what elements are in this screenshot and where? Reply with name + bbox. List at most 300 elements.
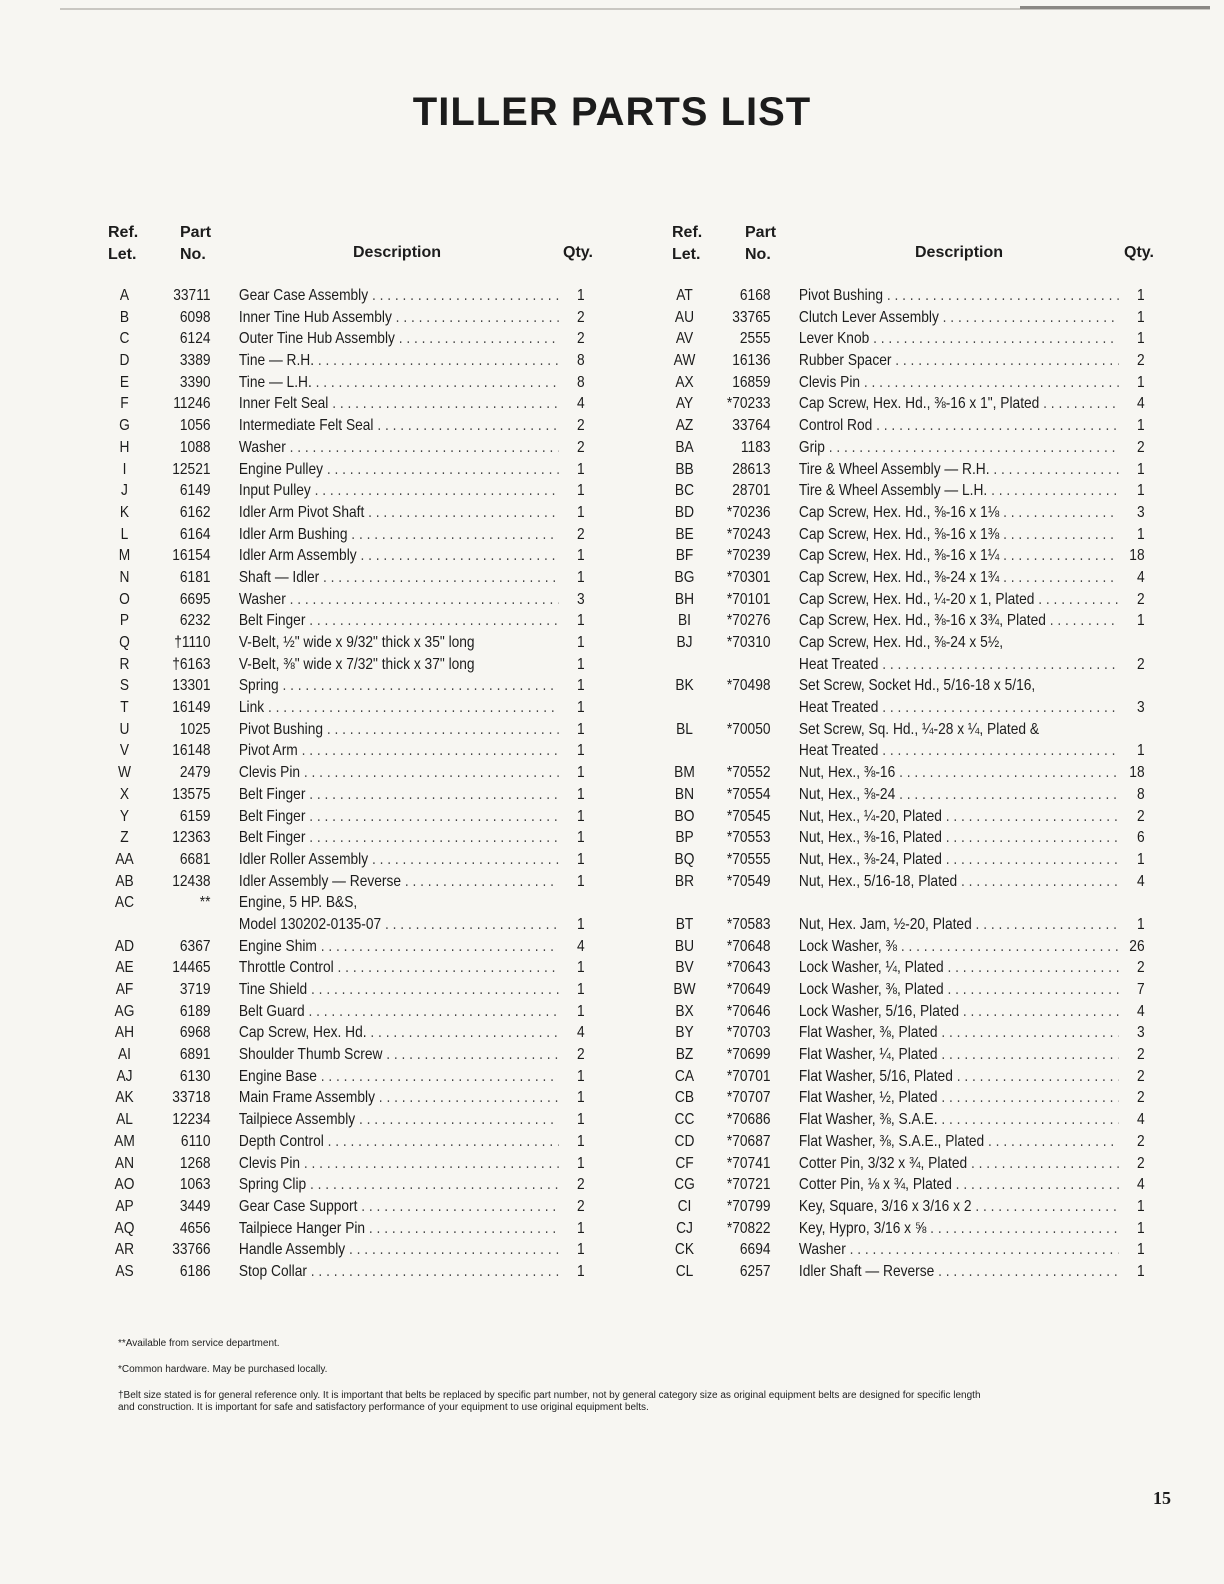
ref-letter: AU — [674, 308, 695, 326]
part-number: 12234 — [172, 1111, 211, 1129]
parts-row — [663, 806, 1145, 828]
description: Cap Screw, Hex. Hd., ⅜-16 x 1¼ . . . — [799, 545, 1119, 567]
parts-row — [103, 524, 585, 546]
quantity: 1 — [576, 612, 585, 630]
quantity: 1 — [576, 1002, 585, 1020]
part-number: *70686 — [726, 1111, 771, 1129]
parts-row — [663, 610, 1145, 632]
quantity: 1 — [1136, 1262, 1145, 1280]
part-number: *70555 — [726, 850, 771, 868]
quantity: 1 — [576, 568, 585, 586]
ref-letter: BE — [675, 525, 694, 543]
ref-letter: AL — [116, 1111, 133, 1129]
header-ref: Ref. Let. — [672, 224, 703, 263]
description: Lever Knob . . . — [799, 328, 1119, 350]
parts-row — [663, 502, 1145, 524]
quantity: 1 — [576, 807, 585, 825]
quantity: 1 — [1136, 460, 1145, 478]
part-number: 16154 — [172, 547, 211, 565]
part-number: *70545 — [726, 807, 771, 825]
quantity: 1 — [576, 482, 585, 500]
description: Rubber Spacer . . . — [799, 350, 1119, 372]
parts-row — [663, 1044, 1145, 1066]
quantity: 1 — [576, 872, 585, 890]
header-description: Description — [353, 244, 442, 261]
ref-letter: AG — [114, 1002, 135, 1020]
ref-letter: BO — [674, 807, 695, 825]
part-number: 16136 — [732, 352, 771, 370]
parts-row — [103, 849, 585, 871]
part-number: 33764 — [732, 417, 771, 435]
ref-letter: BB — [675, 460, 694, 478]
ref-letter: C — [119, 330, 130, 348]
ref-letter: L — [120, 525, 129, 543]
parts-row — [103, 1131, 585, 1153]
ref-letter: AK — [115, 1089, 134, 1107]
ref-letter: CF — [675, 1154, 694, 1172]
parts-row — [663, 914, 1145, 936]
parts-row — [103, 957, 585, 979]
header-part: Part No. — [745, 224, 777, 263]
parts-row — [663, 827, 1145, 849]
parts-row — [663, 307, 1145, 329]
part-number: 3449 — [179, 1197, 211, 1215]
parts-row — [663, 589, 1145, 611]
part-number: *70703 — [726, 1024, 771, 1042]
quantity: 1 — [576, 829, 585, 847]
quantity: 3 — [1136, 503, 1145, 521]
ref-letter: AD — [114, 937, 135, 955]
description: Tire & Wheel Assembly — L.H. . . . — [799, 480, 1119, 502]
description: Idler Arm Assembly . . . — [239, 545, 559, 567]
ref-letter: M — [118, 547, 131, 565]
ref-letter: BR — [674, 872, 695, 890]
description: Stop Collar . . . — [239, 1261, 559, 1283]
part-number: *70701 — [726, 1067, 771, 1085]
ref-letter: AW — [673, 352, 696, 370]
parts-row — [663, 849, 1145, 871]
part-number: 1056 — [179, 417, 211, 435]
part-number: 6695 — [179, 590, 211, 608]
part-number: *70552 — [726, 764, 771, 782]
ref-letter: CL — [675, 1262, 694, 1280]
part-number: *70233 — [726, 395, 771, 413]
description: Clevis Pin . . . — [239, 762, 559, 784]
part-number: *70721 — [726, 1176, 771, 1194]
ref-letter: Y — [119, 807, 130, 825]
description: Flat Washer, ½, Plated . . . — [799, 1087, 1119, 1109]
description: Tire & Wheel Assembly — R.H. . . . — [799, 459, 1119, 481]
part-number: 6164 — [179, 525, 211, 543]
description: Nut, Hex., ⅜-16, Plated . . . — [799, 827, 1119, 849]
quantity: 1 — [576, 850, 585, 868]
ref-letter: H — [119, 438, 130, 456]
description: Washer . . . — [239, 437, 559, 459]
parts-row — [663, 654, 1145, 676]
header-description: Description — [915, 244, 1004, 261]
quantity: 2 — [576, 308, 585, 326]
parts-row — [103, 1109, 585, 1131]
header-part: Part No. — [180, 224, 212, 263]
quantity: 2 — [576, 1197, 585, 1215]
parts-row — [103, 567, 585, 589]
parts-row — [103, 675, 585, 697]
parts-row — [103, 1174, 585, 1196]
description: Shoulder Thumb Screw . . . — [239, 1044, 559, 1066]
description: Tine Shield . . . — [239, 979, 559, 1001]
quantity: 1 — [576, 699, 585, 717]
quantity: 2 — [1136, 438, 1145, 456]
ref-letter: BH — [674, 590, 695, 608]
parts-row — [663, 1153, 1145, 1175]
ref-letter: AT — [676, 287, 693, 304]
part-number: 28613 — [732, 460, 771, 478]
part-number: *70822 — [726, 1219, 771, 1237]
parts-row — [663, 1087, 1145, 1109]
part-number: *70050 — [726, 720, 771, 738]
parts-row — [663, 784, 1145, 806]
ref-letter: G — [119, 417, 130, 435]
description: Gear Case Assembly . . . — [239, 285, 559, 307]
part-number: 6968 — [179, 1024, 211, 1042]
description: Lock Washer, 5/16, Plated . . . — [799, 1001, 1119, 1023]
parts-row — [663, 372, 1145, 394]
ref-letter: BM — [674, 764, 695, 782]
part-number: 13301 — [172, 677, 211, 695]
description: Handle Assembly . . . — [239, 1239, 559, 1261]
description: Set Screw, Socket Hd., 5/16-18 x 5/16, — [798, 677, 1036, 695]
ref-letter: CI — [677, 1197, 692, 1215]
quantity: 2 — [576, 438, 585, 456]
description: Nut, Hex., ⅜-16 . . . — [799, 762, 1119, 784]
parts-row — [103, 827, 585, 849]
parts-row — [103, 307, 585, 329]
ref-letter: S — [119, 677, 130, 695]
ref-letter: AM — [114, 1132, 135, 1150]
ref-letter: BZ — [675, 1046, 694, 1064]
description: Main Frame Assembly . . . — [239, 1087, 559, 1109]
part-number: *70741 — [726, 1154, 771, 1172]
ref-letter: AX — [675, 373, 694, 391]
ref-letter: AA — [115, 850, 134, 868]
quantity: 1 — [576, 1111, 585, 1129]
parts-row — [663, 1174, 1145, 1196]
parts-row — [663, 437, 1145, 459]
part-number: *70554 — [726, 785, 771, 803]
part-number: 6110 — [180, 1132, 211, 1150]
parts-row — [663, 328, 1145, 350]
description: Cap Screw, Hex. Hd., ⅜-16 x 3¾, Plated . . . — [799, 610, 1119, 632]
description: Cap Screw, Hex. Hd., ⅜-24 x 1¾ . . . — [799, 567, 1119, 589]
ref-letter: B — [119, 308, 130, 326]
quantity: 1 — [576, 503, 585, 521]
ref-letter: AJ — [116, 1067, 133, 1085]
part-number: 6891 — [179, 1046, 211, 1064]
part-number: *70301 — [726, 568, 771, 586]
part-number: 16148 — [172, 742, 211, 760]
quantity: 1 — [1136, 915, 1145, 933]
quantity: 2 — [1136, 590, 1145, 608]
quantity: 1 — [576, 460, 585, 478]
parts-row — [663, 1066, 1145, 1088]
parts-row — [663, 459, 1145, 481]
parts-row — [663, 632, 1145, 654]
parts-row — [663, 697, 1145, 719]
ref-letter: V — [119, 742, 130, 760]
part-number: *70310 — [726, 634, 771, 651]
description: Inner Felt Seal . . . — [239, 393, 559, 415]
parts-row — [663, 1261, 1145, 1283]
quantity: 6 — [1136, 829, 1145, 847]
quantity: 18 — [1129, 764, 1145, 782]
ref-letter: CG — [674, 1176, 695, 1194]
parts-row — [103, 1087, 585, 1109]
description: Cap Screw, Hex. Hd., ⅜-16 x 1⅛ . . . — [799, 502, 1119, 524]
parts-row — [103, 740, 585, 762]
description: Flat Washer, ⅜, Plated . . . — [799, 1022, 1119, 1044]
part-number: *70583 — [726, 915, 771, 933]
quantity: 8 — [576, 373, 585, 391]
parts-row — [663, 1131, 1145, 1153]
description: Flat Washer, ⅜, S.A.E. . . . — [799, 1109, 1119, 1131]
description: Cap Screw, Hex. Hd., ⅜-16 x 1⅜ . . . — [799, 524, 1119, 546]
ref-letter: CJ — [676, 1219, 693, 1237]
quantity: 2 — [1136, 1067, 1145, 1085]
parts-row — [103, 719, 585, 741]
quantity: 3 — [576, 590, 585, 608]
description: Cap Screw, Hex. Hd., ¼-20 x 1, Plated . . . — [799, 589, 1119, 611]
ref-letter: BC — [674, 482, 695, 500]
header-qty: Qty. — [563, 244, 593, 261]
parts-row — [103, 372, 585, 394]
description: Cotter Pin, 3/32 x ¾, Plated . . . — [799, 1153, 1119, 1175]
description: Cotter Pin, ⅛ x ¾, Plated . . . — [799, 1174, 1119, 1196]
ref-letter: BP — [675, 829, 694, 847]
parts-row — [103, 914, 585, 936]
description: V-Belt, ⅜" wide x 7/32" thick x 37" long — [238, 655, 475, 673]
ref-letter: X — [119, 785, 130, 803]
description: Key, Hypro, 3/16 x ⅝ . . . — [799, 1218, 1119, 1240]
part-number: 12363 — [172, 829, 211, 847]
parts-row — [663, 1239, 1145, 1261]
part-number: 6694 — [739, 1241, 771, 1259]
description: Heat Treated . . . — [799, 654, 1119, 676]
ref-letter: AZ — [675, 417, 694, 435]
part-number: 11246 — [173, 395, 211, 413]
ref-letter: U — [119, 720, 130, 738]
ref-letter: AQ — [114, 1219, 135, 1237]
description: Idler Assembly — Reverse . . . — [239, 871, 559, 893]
part-number: *70687 — [726, 1132, 771, 1150]
parts-row — [663, 892, 1145, 914]
parts-row — [663, 524, 1145, 546]
description: Model 130202-0135-07 . . . — [239, 914, 559, 936]
parts-row — [663, 740, 1145, 762]
part-number: 6367 — [179, 937, 211, 955]
quantity: 4 — [1136, 1111, 1145, 1129]
ref-letter: CB — [674, 1089, 695, 1107]
parts-row — [103, 1022, 585, 1044]
part-number: *70243 — [726, 525, 771, 543]
part-number: 6162 — [179, 503, 211, 521]
ref-letter: BN — [674, 785, 695, 803]
parts-row — [103, 654, 585, 676]
parts-row — [103, 328, 585, 350]
quantity: 3 — [1136, 699, 1145, 717]
scan-edge-mark — [1020, 6, 1210, 9]
parts-row — [663, 480, 1145, 502]
quantity: 1 — [576, 720, 585, 738]
part-number: 1025 — [179, 720, 211, 738]
quantity: 4 — [1136, 395, 1145, 413]
quantity: 1 — [576, 547, 585, 565]
description: Cap Screw, Hex. Hd. . . . — [239, 1022, 559, 1044]
quantity: 1 — [576, 915, 585, 933]
quantity: 4 — [1136, 1002, 1145, 1020]
part-number: 33766 — [172, 1241, 211, 1259]
part-number: 1088 — [179, 438, 211, 456]
parts-row — [103, 871, 585, 893]
part-number: 2555 — [739, 330, 771, 348]
description: Belt Finger . . . — [239, 784, 559, 806]
ref-letter: BF — [675, 547, 694, 565]
description: Tailpiece Hanger Pin . . . — [239, 1218, 559, 1240]
parts-row — [103, 1044, 585, 1066]
ref-letter: AF — [115, 981, 134, 998]
quantity: 8 — [1136, 785, 1145, 803]
quantity: 2 — [1136, 1154, 1145, 1172]
description: Nut, Hex., ¼-20, Plated . . . — [799, 806, 1119, 828]
description: Flat Washer, 5/16, Plated . . . — [799, 1066, 1119, 1088]
quantity: 1 — [576, 1089, 585, 1107]
quantity: 4 — [576, 395, 585, 413]
ref-letter: BW — [673, 981, 696, 998]
description: Belt Finger . . . — [239, 806, 559, 828]
ref-letter: N — [119, 568, 130, 586]
quantity: 2 — [1136, 1089, 1145, 1107]
ref-letter: BY — [675, 1024, 694, 1042]
ref-letter: W — [117, 764, 131, 782]
quantity: 1 — [576, 655, 585, 673]
quantity: 1 — [1136, 850, 1145, 868]
ref-letter: AC — [114, 894, 135, 912]
quantity: 1 — [576, 764, 585, 782]
description: Tine — R.H. . . . — [239, 350, 559, 372]
ref-letter: AY — [675, 395, 694, 413]
quantity: 4 — [576, 1024, 585, 1042]
quantity: 1 — [1136, 1219, 1145, 1237]
ref-letter: Q — [119, 634, 130, 651]
ref-letter: BK — [675, 677, 694, 695]
quantity: 1 — [576, 1262, 585, 1280]
description: Input Pulley . . . — [239, 480, 559, 502]
parts-row — [103, 393, 585, 415]
part-number: 14465 — [172, 959, 211, 977]
ref-letter: AV — [675, 330, 694, 348]
part-number: 3719 — [179, 981, 211, 998]
ref-letter: K — [119, 503, 130, 521]
ref-letter: BQ — [674, 850, 695, 868]
description: Grip . . . — [799, 437, 1119, 459]
quantity: 18 — [1129, 547, 1145, 565]
parts-row — [103, 806, 585, 828]
part-number: †1110 — [174, 634, 211, 651]
ref-letter: BG — [674, 568, 695, 586]
description: Cap Screw, Hex. Hd., ⅜-24 x 5½, — [798, 634, 1004, 651]
ref-letter: F — [120, 395, 129, 413]
ref-letter: I — [122, 460, 127, 478]
description: Heat Treated . . . — [799, 740, 1119, 762]
part-number: *70498 — [726, 677, 771, 695]
parts-row — [103, 936, 585, 958]
description: Spring . . . — [239, 675, 559, 697]
ref-letter: BJ — [676, 634, 693, 651]
description: Shaft — Idler . . . — [239, 567, 559, 589]
quantity: 1 — [1136, 482, 1145, 500]
part-number: 6257 — [739, 1262, 771, 1280]
description: Pivot Bushing . . . — [799, 285, 1119, 307]
ref-letter: BL — [676, 720, 693, 738]
quantity: 1 — [1136, 417, 1145, 435]
ref-letter: BV — [675, 959, 694, 977]
part-number: 12438 — [172, 872, 211, 890]
ref-letter: AR — [114, 1241, 135, 1259]
quantity: 1 — [1136, 330, 1145, 348]
ref-letter: BU — [674, 937, 695, 955]
description: Idler Roller Assembly . . . — [239, 849, 559, 871]
part-number: 1183 — [740, 438, 771, 456]
ref-letter: BD — [674, 503, 695, 521]
parts-row — [103, 610, 585, 632]
description: Nut, Hex., 5/16-18, Plated . . . — [799, 871, 1119, 893]
part-number: 6181 — [179, 568, 211, 586]
parts-row — [663, 350, 1145, 372]
parts-row — [663, 936, 1145, 958]
footnote-hardware: *Common hardware. May be purchased locally. — [118, 1364, 328, 1375]
ref-letter: A — [119, 287, 130, 304]
quantity: 4 — [1136, 872, 1145, 890]
parts-row — [663, 415, 1145, 437]
description: Lock Washer, ⅜, Plated . . . — [799, 979, 1119, 1001]
part-number: 3389 — [179, 352, 211, 370]
parts-row — [103, 1218, 585, 1240]
description: Tailpiece Assembly . . . — [239, 1109, 559, 1131]
quantity: 1 — [1136, 1197, 1145, 1215]
quantity: 1 — [576, 1132, 585, 1150]
parts-row — [663, 1218, 1145, 1240]
ref-letter: CC — [674, 1111, 695, 1129]
part-number: *70648 — [726, 937, 771, 955]
part-number: 33718 — [172, 1089, 211, 1107]
ref-letter: AS — [115, 1262, 134, 1280]
quantity: 2 — [1136, 655, 1145, 673]
description: Nut, Hex. Jam, ½-20, Plated . . . — [799, 914, 1119, 936]
part-number: *70707 — [726, 1089, 771, 1107]
ref-letter: P — [119, 612, 130, 630]
part-number: 16149 — [172, 699, 211, 717]
quantity: 2 — [576, 1176, 585, 1194]
part-number: 3390 — [179, 373, 211, 391]
description: Depth Control . . . — [239, 1131, 559, 1153]
ref-letter: AI — [117, 1046, 132, 1064]
part-number: 4656 — [179, 1219, 211, 1237]
parts-row — [103, 1196, 585, 1218]
quantity: 1 — [1136, 525, 1145, 543]
parts-row — [663, 285, 1145, 307]
part-number: 13575 — [172, 785, 211, 803]
parts-row — [103, 892, 585, 914]
ref-letter: D — [119, 352, 130, 370]
